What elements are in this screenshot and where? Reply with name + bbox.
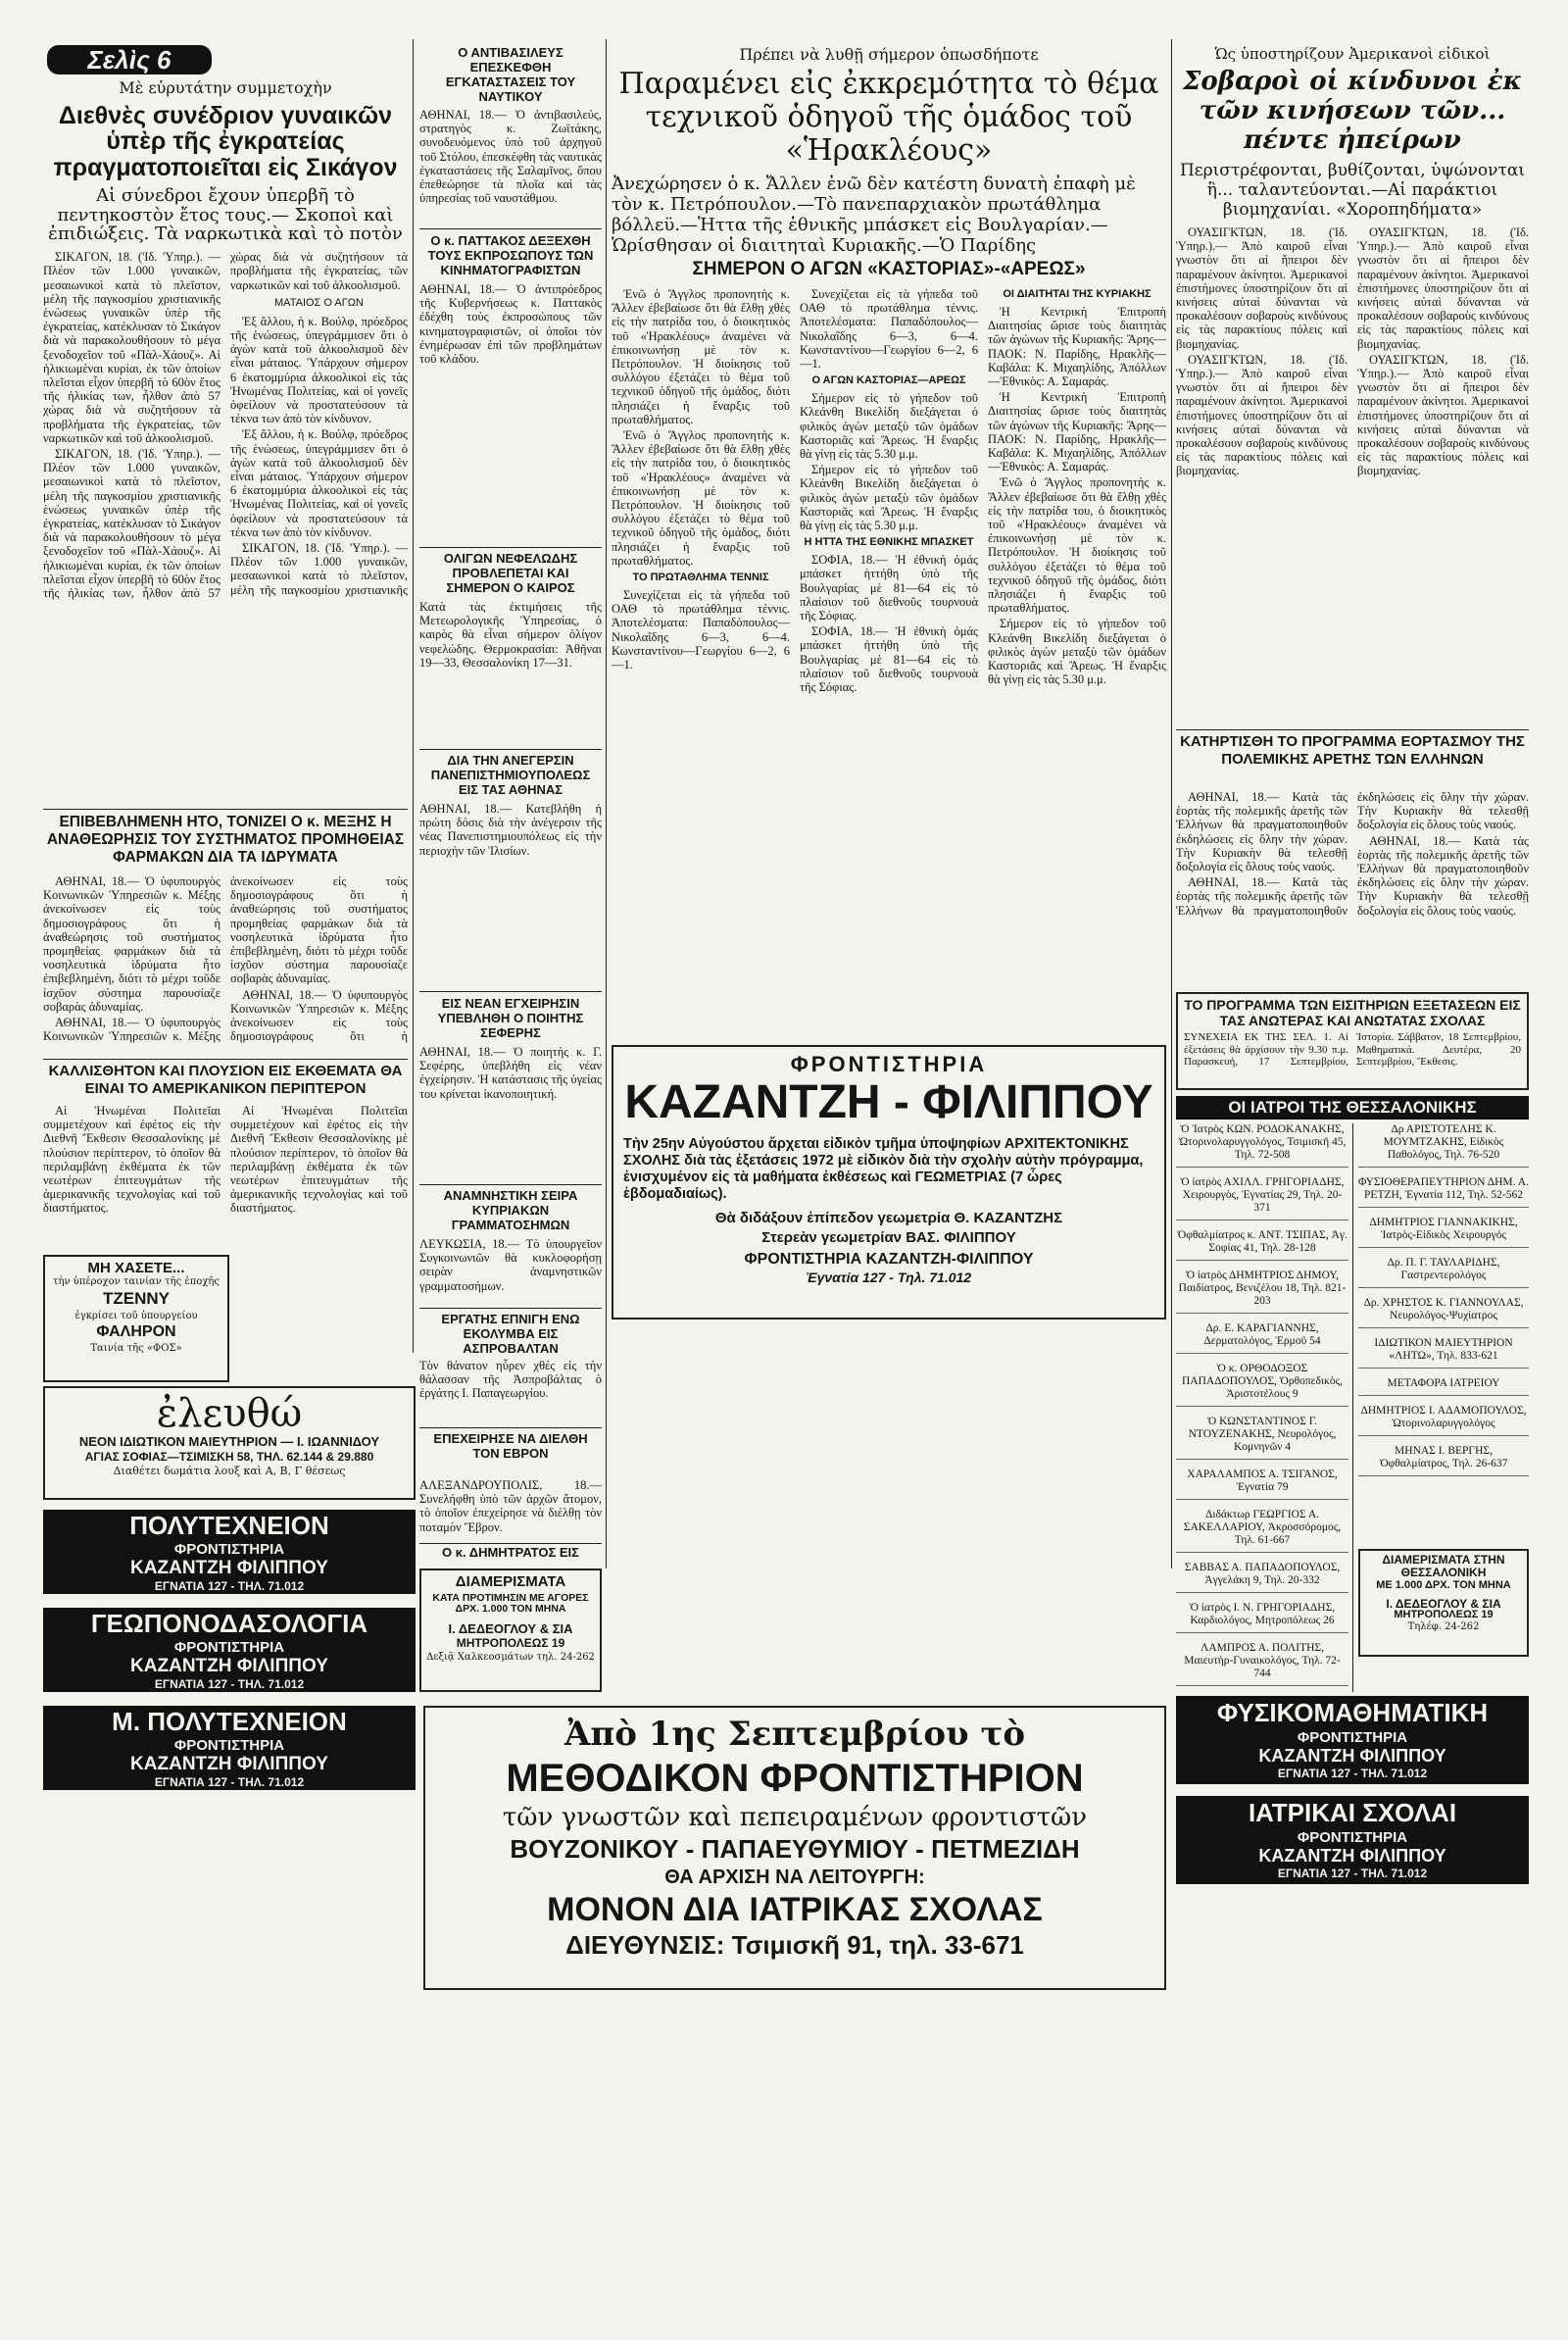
article-headline: ΕΠΕΧΕΙΡΗΣΕ ΝΑ ΔΙΕΛΘΗ ΤΟΝ ΕΒΡΟΝ xyxy=(433,1431,588,1461)
article-deck: Ἀνεχώρησεν ὁ κ. Ἄλλεν ἐνῶ δὲν κατέστη δυνατὴ ἐπαφὴ μὲ τὸν κ. Πετρόπουλον.—Τὸ πανεπαρχιακὸν πρωτάθλημα βόλλεϋ.—Ἡττα τῆς ἐθνικῆς μπάσκετ εἰς Βουλγαρίαν.— Ὡρίσθησαν οἱ διαιτηταὶ Κυριακῆς.—Ὁ Παρίδης xyxy=(612,174,1136,256)
divider xyxy=(419,547,602,548)
ad-line: ΕΓΝΑΤΙΑ 127 - ΤΗΛ. 71.012 xyxy=(154,1579,305,1593)
ad-line: ΜΟΝΟΝ ΔΙΑ ΙΑΤΡΙΚΑΣ ΣΧΟΛΑΣ xyxy=(547,1891,1043,1928)
paragraph: Ἐνῶ ὁ Ἄγγλος προπονητὴς κ. Ἄλλεν ἐβεβαίωσε ὅτι θὰ ἔλθῃ χθὲς εἰς τὴν πατρίδα του, ὁ διοικητικὸς τοῦ «Ἡρακλέους» ἀναμένει νὰ ἐπικοινωνήσῃ μὲ τὸν κ. Πετρόπουλον. Ἡ διοίκησις τοῦ συλλόγου ἐξετάζει τὸ θέμα τοῦ τεχνικοῦ ὁδηγοῦ τῆς ὁμάδος, διότι πλησιάζει ἡ ἔναρξις τοῦ πρωταθλήματος. xyxy=(988,475,1166,616)
article-kicker: Ὡς ὑποστηρίζουν Ἀμερικανοὶ εἰδικοὶ xyxy=(1214,45,1491,63)
ad-line: Ταινία τῆς «ΦΟΣ» xyxy=(90,1343,182,1355)
tutoring-ad-kazantzi xyxy=(612,1045,1166,1319)
doctor-listing: Ὀφθαλμίατρος κ. ΑΝΤ. ΤΣΙΠΑΣ, Ἁγ. Σοφίας 41, Τηλ. 28-128 xyxy=(1176,1229,1348,1261)
article-body xyxy=(43,1104,408,1255)
ad-title: ΓΕΩΠΟΝΟΔΑΣΟΛΟΓΙΑ xyxy=(90,1609,368,1638)
ad-line: ΚΑΖΑΝΤΖΗ ΦΙΛΙΠΠΟΥ xyxy=(130,1656,328,1676)
article-headline: Ο ΑΝΤΙΒΑΣΙΛΕΥΣ ΕΠΕΣΚΕΦΘΗ ΕΓΚΑΤΑΣΤΑΣΕΙΣ ΤΟΥ ΝΑΥΤΙΚΟΥ xyxy=(445,45,576,104)
paragraph: ΟΥΑΣΙΓΚΤΩΝ, 18. (Ἰδ. Ὑπηρ.).— Ἀπὸ καιροῦ εἶναι γνωστὸν ὅτι αἱ ἤπειροι δὲν παραμένουν ἀκίνητοι. Ἀμερικανοὶ ἐπιστήμονες ὑποστηρίζουν ὅτι αἱ κινήσεις αὐταὶ δύνανται νὰ προκαλέσουν σοβαροὺς κινδύνους εἰς τὰς παρακτίους πόλεις καὶ βιομηχανίας. xyxy=(1357,225,1529,351)
article-headline: ΕΡΓΑΤΗΣ ΕΠΝΙΓΗ ΕΝΩ ΕΚΟΛΥΜΒΑ ΕΙΣ ΑΣΠΡΟΒΑΛΤΑΝ xyxy=(441,1312,580,1356)
ad-line: ΦΡΟΝΤΙΣΤΗΡΙΑ ΚΑΖΑΝΤΖΗ-ΦΙΛΙΠΠΟΥ xyxy=(744,1250,1034,1268)
school-ad-agronomy xyxy=(43,1608,416,1692)
ad-line: Ἐγνατία 127 - Τηλ. 71.012 xyxy=(806,1270,972,1286)
paragraph: Σήμερον εἰς τὸ γήπεδον τοῦ Κλεάνθη Βικελίδη διεξάγεται ὁ φιλικὸς ἀγὼν μεταξὺ τῶν ὁμάδων Καστοριᾶς καὶ Ἄρεως. Ἡ ἔναρξις θὰ γίνῃ εἰς τὰς 5.30 μ.μ. xyxy=(988,617,1166,687)
ad-cinema: ΦΑΛΗΡΟΝ xyxy=(96,1322,176,1340)
paragraph: ΟΥΑΣΙΓΚΤΩΝ, 18. (Ἰδ. Ὑπηρ.).— Ἀπὸ καιροῦ εἶναι γνωστὸν ὅτι αἱ ἤπειροι δὲν παραμένουν ἀκίνητοι. Ἀμερικανοὶ ἐπιστήμονες ὑποστηρίζουν ὅτι αἱ κινήσεις αὐταὶ δύνανται νὰ προκαλέσουν σοβαροὺς κινδύνους εἰς τὰς παρακτίους πόλεις καὶ βιομηχανίας. xyxy=(1176,225,1348,351)
ad-title: ΚΑΖΑΝΤΖΗ - ΦΙΛΙΠΠΟΥ xyxy=(624,1076,1153,1129)
doctor-listing: ΔΗΜΗΤΡΙΟΣ Ι. ΑΔΑΜΟΠΟΥΛΟΣ, Ὠτορινολαρυγγολόγος xyxy=(1358,1405,1529,1436)
doctor-listing: Διδάκτωρ ΓΕΩΡΓΙΟΣ Α. ΣΑΚΕΛΛΑΡΙΟΥ, Ἀκροσσόρομος, Τηλ. 61-667 xyxy=(1176,1509,1348,1553)
ad-line: ΕΓΝΑΤΙΑ 127 - ΤΗΛ. 71.012 xyxy=(154,1775,305,1789)
clinic-logo: ἐλευθώ xyxy=(156,1391,303,1436)
paragraph: Ἐξ ἄλλου, ἡ κ. Βούλφ, πρόεδρος τῆς ἑνώσεως, ὑπεγράμμισεν ὅτι ὁ ἀγὼν κατὰ τοῦ ἀλκοολισμοῦ δὲν εἶναι μάταιος. Ὑπάρχουν σήμερον 6 ἑκατομμύρια ἀλκοολικοὶ εἰς τὰς Ἡνωμένας Πολιτείας, καὶ οἱ γονεῖς ὀφείλουν νὰ προστατεύσουν τὰ τέκνα των ἀπὸ τὸν κίνδυνον. xyxy=(230,314,408,426)
doctor-listing: Ὁ κ. ΟΡΘΟΔΟΞΟΣ ΠΑΠΑΔΟΠΟΥΛΟΣ, Ὀρθοπεδικὸς, Ἀριστοτέλους 9 xyxy=(1176,1363,1348,1407)
paragraph: ΑΘΗΝΑΙ, 18.— Ὁ ὑφυπουργὸς Κοινωνικῶν Ὑπηρεσιῶν κ. Μέξης ἀνεκοίνωσεν εἰς τοὺς δημοσιογράφους ὅτι ἡ ἀναθεώρησις τοῦ συστήματος προμηθείας φαρμάκων διὰ τὰ νοσηλευτικὰ ἱδρύματα ἦτο ἐπιβεβλημένη, διότι τὸ μέχρι τοῦδε ἰσχῦον σύστημα παρουσίαζε σοβαρὰς ἀδυναμίας. xyxy=(43,874,408,1044)
ad-line: ΦΡΟΝΤΙΣΤΗΡΙΑ xyxy=(1297,1729,1408,1746)
ad-body: Τὴν 25ην Αὐγούστου ἄρχεται εἰδικὸν τμῆμα ὑποψηφίων ΑΡΧΙΤΕΚΤΟΝΙΚΗΣ ΣΧΟΛΗΣ διὰ τὰς ἐξετάσεις 1972 μὲ εἰδικὸν διὰ τὴν σχολὴν αὐτὴν πρόγραμμα, ἐνισχυμένον εἰς τὰ μαθήματα ἐκθέσεως καὶ ΓΕΩΜΕΤΡΙΑΣ (7 ὧρες ἑβδομαδιαίως). xyxy=(623,1136,1144,1203)
column-rule xyxy=(1171,39,1172,1568)
ad-line: τὴν ὑπέροχον ταινίαν τῆς ἐποχῆς xyxy=(53,1275,220,1287)
ad-header: ΦΡΟΝΤΙΣΤΗΡΙΑ xyxy=(790,1052,988,1076)
doctor-listing: Δρ. Π. Γ. ΤΑΥΛΑΡΙΔΗΣ, Γαστρεντερολόγος xyxy=(1358,1257,1529,1288)
doctor-listing: ΜΕΤΑΦΟΡΑ ΙΑΤΡΕΙΟΥ xyxy=(1358,1377,1529,1396)
apartments-ad xyxy=(419,1568,602,1692)
paragraph: Αἱ Ἡνωμέναι Πολιτεῖαι συμμετέχουν καὶ ἐφέτος εἰς τὴν Διεθνῆ Ἔκθεσιν Θεσσαλονίκης μὲ πλούσιον περίπτερον, τὸ ὁποῖον θὰ περιλαμβάνῃ ἐκθέματα ἐκ τῶν νεωτέρων ἐπιτευγμάτων τῆς ἀμερικανικῆς τεχνολογίας καὶ τοῦ διαστήματος. xyxy=(230,1104,408,1216)
doctors-list-right xyxy=(1358,1123,1529,1545)
ad-names: ΒΟΥΖΟΝΙΚΟΥ - ΠΑΠΑΕΥΘΥΜΙΟΥ - ΠΕΤΜΕΖΙΔΗ xyxy=(510,1834,1080,1864)
article-body xyxy=(1176,225,1529,598)
article-banner: ΣΗΜΕΡΟΝ Ο ΑΓΩΝ «ΚΑΣΤΟΡΙΑΣ»-«ΑΡΕΩΣ» xyxy=(692,259,1086,279)
ad-name: Ι. ΔΕΔΕΟΓΛΟΥ & ΣΙΑ xyxy=(1386,1596,1501,1611)
doctor-listing: ΦΥΣΙΟΘΕΡΑΠΕΥΤΗΡΙΟΝ ΔΗΜ. Α. ΡΕΤΖΗ, Ἐγνατία 112, Τηλ. 52-562 xyxy=(1358,1176,1529,1208)
ad-title: ΠΟΛΥΤΕΧΝΕΙΟΝ xyxy=(129,1511,329,1540)
paragraph: Σήμερον εἰς τὸ γήπεδον τοῦ Κλεάνθη Βικελίδη διεξάγεται ὁ φιλικὸς ἀγὼν μεταξὺ τῶν ὁμάδων Καστοριᾶς καὶ Ἄρεως. Ἡ ἔναρξις θὰ γίνῃ εἰς τὰς 5.30 μ.μ. xyxy=(800,463,978,532)
school-ad-mpolytechnic xyxy=(43,1706,416,1790)
paragraph: ΟΥΑΣΙΓΚΤΩΝ, 18. (Ἰδ. Ὑπηρ.).— Ἀπὸ καιροῦ εἶναι γνωστὸν ὅτι αἱ ἤπειροι δὲν παραμένουν ἀκίνητοι. Ἀμερικανοὶ ἐπιστήμονες ὑποστηρίζουν ὅτι αἱ κινήσεις αὐταὶ δύνανται νὰ προκαλέσουν σοβαροὺς κινδύνους εἰς τὰς παρακτίους πόλεις καὶ βιομηχανίας. xyxy=(1357,352,1529,478)
ad-line: ΕΓΝΑΤΙΑ 127 - ΤΗΛ. 71.012 xyxy=(1277,1867,1428,1880)
article-deck: Αἱ σύνεδροι ἔχουν ὑπερβῆ τὸ πεντηκοστὸν ἔτος τους.— Σκοποὶ καὶ ἐπιδιώξεις. Τὰ ναρκωτικὰ καὶ τὸ ποτὸν xyxy=(48,184,403,245)
paragraph: Ἐνῶ ὁ Ἄγγλος προπονητὴς κ. Ἄλλεν ἐβεβαίωσε ὅτι θὰ ἔλθῃ χθὲς εἰς τὴν πατρίδα του, ὁ διοικητικὸς τοῦ «Ἡρακλέους» ἀναμένει νὰ ἐπικοινωνήσῃ μὲ τὸν κ. Πετρόπουλον. Ἡ διοίκησις τοῦ συλλόγου ἐξετάζει τὸ θέμα τοῦ τεχνικοῦ ὁδηγοῦ τῆς ὁμάδος, διότι πλησιάζει ἡ ἔναρξις τοῦ πρωταθλήματος. xyxy=(612,286,790,426)
ad-line: Διαθέτει δωμάτια λουξ καὶ Α, Β, Γ θέσεως xyxy=(113,1465,346,1478)
right-column xyxy=(1176,45,1529,986)
doctor-listing: ΣΑΒΒΑΣ Α. ΠΑΠΑΔΟΠΟΥΛΟΣ, Ἀγγελάκη 9, Τηλ. 20-332 xyxy=(1176,1562,1348,1593)
apartments-ad-thessaloniki xyxy=(1358,1549,1529,1657)
ad-name: Ι. ΔΕΔΕΟΓΛΟΥ & ΣΙΑ xyxy=(448,1620,573,1636)
column-rule xyxy=(1352,1123,1353,1692)
paragraph: Ἡ Κεντρικὴ Ἐπιτροπὴ Διαιτησίας ὥρισε τοὺς διαιτητὰς τῶν ἀγώνων τῆς Κυριακῆς: Ἄρης—ΠΑΟΚ: Ν. Παρίδης, Ηρακλῆς—Καβάλα: Κ. Μιχαηλίδης, Ἀπόλλων—Ἐθνικὸς: Α. Σαμαράς. xyxy=(988,304,1166,388)
divider xyxy=(419,1543,602,1544)
ad-line: ΑΓΙΑΣ ΣΟΦΙΑΣ—ΤΣΙΜΙΣΚΗ 58, ΤΗΛ. 62.144 & 29.880 xyxy=(84,1449,374,1464)
article-body: ΑΛΕΞΑΝΔΡΟΥΠΟΛΙΣ, 18.— Συνελήφθη ὑπὸ τῶν ἀρχῶν ἄτομον, τὸ ὁποῖον ἐπεχείρησε νὰ διέλθῃ τὸν ποταμὸν Ἕβρον. xyxy=(419,1478,602,1534)
paragraph: Ἡ Κεντρικὴ Ἐπιτροπὴ Διαιτησίας ὥρισε τοὺς διαιτητὰς τῶν ἀγώνων τῆς Κυριακῆς: Ἄρης—ΠΑΟΚ: Ν. Παρίδης, Ηρακλῆς—Καβάλα: Κ. Μιχαηλίδης, Ἀπόλλων—Ἐθνικὸς: Α. Σαμαράς. xyxy=(988,390,1166,474)
paragraph: ΣΟΦΙΑ, 18.— Ἡ ἐθνικὴ ὁμάς μπάσκετ ἡττήθη ὑπὸ τῆς Βουλγαρίας μὲ 81—64 εἰς τὸ πλαίσιον τοῦ διεθνοῦς τουρνουὰ τῆς Σόφιας. xyxy=(800,553,978,622)
article-body xyxy=(612,287,1166,973)
doctor-listing: Ὁ ΚΩΝΣΤΑΝΤΙΝΟΣ Γ. ΝΤΟΥΖΕΝΑΚΗΣ, Νευρολόγος, Κομνηνῶν 4 xyxy=(1176,1416,1348,1460)
divider xyxy=(43,1059,408,1060)
article-body xyxy=(1176,790,1529,986)
ad-line: ΚΑΖΑΝΤΖΗ ΦΙΛΙΠΠΟΥ xyxy=(130,1558,328,1578)
ad-line: ΦΡΟΝΤΙΣΤΗΡΙΑ xyxy=(173,1639,285,1656)
divider xyxy=(419,991,602,992)
ad-line: ΔΙΕΥΘΥΝΣΙΣ: Τσιμισκῆ 91, τηλ. 33-671 xyxy=(565,1930,1024,1960)
article-body: ΑΘΗΝΑΙ, 18.— Ὁ ποιητὴς κ. Γ. Σεφέρης, ὑπεβλήθη εἰς νέαν ἐγχείρησιν. Ἡ κατάστασις τῆς ὑγείας του κρίνεται ἱκανοποιητική. xyxy=(419,1045,602,1101)
paragraph: Σήμερον εἰς τὸ γήπεδον τοῦ Κλεάνθη Βικελίδη διεξάγεται ὁ φιλικὸς ἀγὼν μεταξὺ τῶν ὁμάδων Καστοριᾶς καὶ Ἄρεως. Ἡ ἔναρξις θὰ γίνῃ εἰς τὰς 5.30 μ.μ. xyxy=(800,391,978,461)
doctor-listing: ΔΗΜΗΤΡΙΟΣ ΓΙΑΝΝΑΚΙΚΗΣ, Ἰατρὸς-Εἰδικὸς Χειρουργός xyxy=(1358,1217,1529,1248)
school-ad-physics-math xyxy=(1176,1696,1529,1784)
article-headline: ΑΝΑΜΝΗΣΤΙΚΗ ΣΕΙΡΑ ΚΥΠΡΙΑΚΩΝ ΓΡΑΜΜΑΤΟΣΗΜΩΝ xyxy=(443,1188,578,1232)
article-body: Τὸν θάνατον ηὗρεν χθές εἰς τὴν θάλασσαν τῆς Ἀσπροβάλτας ὁ ἐργάτης Ι. Παπαγεωργίου. xyxy=(419,1359,602,1401)
paragraph: Ἐνῶ ὁ Ἄγγλος προπονητὴς κ. Ἄλλεν ἐβεβαίωσε ὅτι θὰ ἔλθῃ χθὲς εἰς τὴν πατρίδα του, ὁ διοικητικὸς τοῦ «Ἡρακλέους» ἀναμένει νὰ ἐπικοινωνήσῃ μὲ τὸν κ. Πετρόπουλον. Ἡ διοίκησις τοῦ συλλόγου ἐξετάζει τὸ θέμα τοῦ τεχνικοῦ ὁδηγοῦ τῆς ὁμάδος, διότι πλησιάζει ἡ ἔναρξις τοῦ πρωταθλήματος. xyxy=(612,427,790,568)
ad-line: ΚΑΖΑΝΤΖΗ ΦΙΛΙΠΠΟΥ xyxy=(130,1754,328,1774)
divider xyxy=(419,1308,602,1309)
article-headline: ΕΠΙΒΕΒΛΗΜΕΝΗ ΗΤΟ, ΤΟΝΙΖΕΙ Ο κ. ΜΕΞΗΣ Η ΑΝΑΘΕΩΡΗΣΙΣ ΤΟΥ ΣΥΣΤΗΜΑΤΟΣ ΠΡΟΜΗΘΕΙΑΣ ΦΑΡΜΑΚΩΝ ΔΙΑ ΤΑ ΙΔΡΥΜΑΤΑ xyxy=(46,814,405,866)
school-ad-medical xyxy=(1176,1796,1529,1884)
divider xyxy=(43,809,408,810)
ad-addr: ΜΗΤΡΟΠΟΛΕΩΣ 19 xyxy=(1394,1609,1494,1621)
article-kicker: Πρέπει νὰ λυθῇ σήμερον ὁπωσδήποτε xyxy=(739,45,1039,64)
ad-line: ΦΡΟΝΤΙΣΤΗΡΙΑ xyxy=(1297,1829,1408,1846)
paragraph: ΑΘΗΝΑΙ, 18.— Κατὰ τὰς ἑορτὰς τῆς πολεμικῆς ἀρετῆς τῶν Ἑλλήνων θὰ πραγματοποιηθοῦν ἐκδηλώσεις εἰς ὅλην τὴν χώραν. Τὴν Κυριακὴν θὰ τελεσθῇ δοξολογία εἰς ὅλους τοὺς ναούς. xyxy=(1357,833,1529,918)
article-headline: ΚΑΛΛΙΣΘΗΤΟΝ ΚΑΙ ΠΛΟΥΣΙΟΝ ΕΙΣ ΕΚΘΕΜΑΤΑ ΘΑ ΕΙΝΑΙ ΤΟ ΑΜΕΡΙΚΑΝΙΚΟΝ ΠΕΡΙΠΤΕΡΟΝ xyxy=(48,1063,403,1097)
maternity-clinic-ad xyxy=(43,1386,416,1500)
article-headline: ΚΑΤΗΡΤΙΣΘΗ ΤΟ ΠΡΟΓΡΑΜΜΑ ΕΟΡΤΑΣΜΟΥ ΤΗΣ ΠΟΛΕΜΙΚΗΣ ΑΡΕΤΗΣ ΤΩΝ ΕΛΛΗΝΩΝ xyxy=(1180,733,1525,768)
paragraph: Αἱ Ἡνωμέναι Πολιτεῖαι συμμετέχουν καὶ ἐφέτος εἰς τὴν Διεθνῆ Ἔκθεσιν Θεσσαλονίκης μὲ πλούσιον περίπτερον, τὸ ὁποῖον θὰ περιλαμβάνῃ ἐκθέματα ἐκ τῶν νεωτέρων ἐπιτευγμάτων τῆς ἀμερικανικῆς τεχνολογίας καὶ τοῦ διαστήματος. xyxy=(43,1104,220,1216)
ad-title: ΔΙΑΜΕΡΙΣΜΑΤΑ xyxy=(455,1573,566,1590)
exams-box xyxy=(1176,992,1529,1090)
column-1 xyxy=(43,78,408,1451)
ad-addr: ΜΗΤΡΟΠΟΛΕΩΣ 19 xyxy=(456,1636,565,1651)
paragraph: Συνεχίζεται εἰς τὰ γήπεδα τοῦ ΟΑΘ τὸ πρωτάθλημα τέννις. Ἀποτελέσματα: Παπαδόπουλος—Νικολαΐδης 6—3, 6—4. Κωνσταντίνου—Γεωργίου 6—2, 6—1. xyxy=(800,286,978,371)
doctor-listing: Δρ ΑΡΙΣΤΟΤΕΛΗΣ Κ. ΜΟΥΜΤΖΑΚΗΣ, Εἰδικὸς Παθολόγος, Τηλ. 76-520 xyxy=(1358,1123,1529,1168)
article-subhead: ΜΑΤΑΙΟΣ Ο ΑΓΩΝ xyxy=(274,296,364,309)
ad-line: ΦΡΟΝΤΙΣΤΗΡΙΑ xyxy=(173,1737,285,1754)
paragraph: ΑΘΗΝΑΙ, 18.— Ὁ ὑφυπουργὸς Κοινωνικῶν Ὑπηρεσιῶν κ. Μέξης ἀνεκοίνωσεν εἰς τοὺς δημοσιογράφους ὅτι ἡ xyxy=(230,987,408,1044)
article-headline: Παραμένει εἰς ἐκκρεμότητα τὸ θέμα τεχνικοῦ ὁδηγοῦ τῆς ὁμάδος τοῦ «Ἡρακλέους» xyxy=(618,67,1159,168)
ad-line: ΕΓΝΑΤΙΑ 127 - ΤΗΛ. 71.012 xyxy=(154,1677,305,1691)
article-body: ΑΘΗΝΑΙ, 18.— Ὁ ἀντιπρόεδρος τῆς Κυβερνήσεως κ. Παττακὸς ἐδέχθη τοὺς ἐκπροσώπους τῶν κινηματογραφιστῶν, οἱ ὁποῖοι τὸν ἐνημέρωσαν ἐπὶ τῶν προβλημάτων τοῦ κλάδου. xyxy=(419,282,602,367)
article-body: ΑΘΗΝΑΙ, 18.— Ὁ ἀντιβασιλεύς, στρατηγὸς κ. Ζωϊτάκης, συνοδευόμενος ὑπὸ τοῦ ἀρχηγοῦ τοῦ Στόλου, ἐπεσκέφθη τὰς ναυτικὰς ἐγκαταστάσεις τῆς Σαλαμῖνος, ὅπου ἐπεθεώρησε τὰ πλοῖα καὶ τὰς ὑπηρεσίας τοῦ ναυστάθμου. xyxy=(419,108,602,206)
ad-tel: Τηλέφ. 24-262 xyxy=(1407,1620,1480,1632)
article-headline: Διεθνὲς συνέδριον γυναικῶν ὑπὲρ τῆς ἐγκρατείας πραγματοποιεῖται εἰς Σικάγον xyxy=(53,102,398,181)
ad-title: Μ. ΠΟΛΥΤΕΧΝΕΙΟΝ xyxy=(112,1707,347,1736)
article-subhead: ΟΙ ΔΙΑΙΤΗΤΑΙ ΤΗΣ ΚΥΡΙΑΚΗΣ xyxy=(1003,287,1152,300)
paragraph: ΣΙΚΑΓΟΝ, 18. ('Ιδ. 'Υπηρ.). — Πλέον τῶν 1.000 γυναικῶν, μεσαιωνικοὶ κατὰ τὸ πλεῖστον, μέλη τῆς παγκοσμίου χριστιανικῆς ἑνώσεως γυναικῶν ὑπὲρ τῆς ἐγκρατείας, κατέκλυσαν τὸ Σικάγον διὰ νὰ παρακολουθήσουν τὸ μέγα ξενοδοχεῖον τοῦ «Πὰλ-Χάουζ». Αἱ ἡλικιωμέναι κυρίαι, ἐκ τῶν ὁποίων πλεῖσται εἶχον ὑπερβῆ τὸ 60ὸν ἔτος τῆς ἡλικίας των, ἦλθον ἀπὸ 57 χώρας διὰ νὰ συζητήσουν τὰ προβλήματα τῆς ἐγκρατείας, τῶν ναρκωτικῶν καὶ τοῦ ἀλκοολισμοῦ. xyxy=(43,250,220,445)
paragraph: ΑΘΗΝΑΙ, 18.— Κατὰ τὰς ἑορτὰς τῆς πολεμικῆς ἀρετῆς τῶν Ἑλλήνων θὰ πραγματοποιηθοῦν ἐκδηλώσεις εἰς ὅλην τὴν χώραν. Τὴν Κυριακὴν θὰ τελεσθῇ δοξολογία εἰς ὅλους τοὺς ναούς. xyxy=(1176,790,1348,874)
article-body xyxy=(43,874,408,1057)
ad-line: ΚΑΖΑΝΤΖΗ ΦΙΛΙΠΠΟΥ xyxy=(1258,1746,1446,1766)
page-label xyxy=(47,45,212,75)
ad-line: ΘΑ ΑΡΧΙΣΗ ΝΑ ΛΕΙΤΟΥΡΓΗ: xyxy=(664,1867,925,1888)
divider xyxy=(1176,729,1529,730)
article-kicker: Μὲ εὐρυτάτην συμμετοχὴν xyxy=(119,78,332,97)
article-headline: ΤΟ ΠΡΟΓΡΑΜΜΑ ΤΩΝ ΕΙΣΙΤΗΡΙΩΝ ΕΞΕΤΑΣΕΩΝ ΕΙΣ ΤΑΣ ΑΝΩΤΕΡΑΣ ΚΑΙ ΑΝΩΤΑΤΑΣ ΣΧΟΛΑΣ xyxy=(1184,997,1521,1028)
column-rule xyxy=(413,39,414,1353)
paragraph: ΑΘΗΝΑΙ, 18.— Κατὰ τὰς ἑορτὰς τῆς πολεμικῆς ἀρετῆς τῶν Ἑλλήνων θὰ πραγματοποιηθοῦν ἐκδηλώσεις εἰς ὅλην τὴν χώραν. Τὴν Κυριακὴν θὰ τελεσθῇ δοξολογία εἰς ὅλους τοὺς ναούς. xyxy=(1176,790,1529,918)
article-body: ΛΕΥΚΩΣΙΑ, 18.— Τὸ ὑπουργεῖον Συγκοινωνιῶν θὰ κυκλοφορήσῃ σειρὰν ἀναμνηστικῶν γραμματοσήμων. xyxy=(419,1237,602,1293)
paragraph: ΣΟΦΙΑ, 18.— Ἡ ἐθνικὴ ὁμάς μπάσκετ ἡττήθη ὑπὸ τῆς Βουλγαρίας μὲ 81—64 εἰς τὸ πλαίσιον τοῦ διεθνοῦς τουρνουὰ τῆς Σόφιας. xyxy=(800,624,978,695)
article-subhead: ΤΟ ΠΡΩΤΑΘΛΗΜΑ ΤΕΝΝΙΣ xyxy=(632,572,769,583)
doctor-listing: ΙΔΙΩΤΙΚΟΝ ΜΑΙΕΥΤΗΡΙΟΝ «ΛΗΤΩ», Τηλ. 833-621 xyxy=(1358,1337,1529,1369)
ad-name: ΤΖΕΝΝΥ xyxy=(103,1288,170,1308)
directory-title: ΟΙ ΙΑΤΡΟΙ ΤΗΣ ΘΕΣΣΑΛΟΝΙΚΗΣ xyxy=(1176,1096,1529,1120)
tutoring-ad-methodikon xyxy=(423,1706,1166,1990)
column-rule xyxy=(606,39,607,1568)
ad-line: Θὰ διδάξουν ἐπίπεδον γεωμετρία Θ. ΚΑΖΑΝΤΖΗΣ xyxy=(714,1210,1063,1227)
ad-line: ΕΓΝΑΤΙΑ 127 - ΤΗΛ. 71.012 xyxy=(1277,1767,1428,1780)
article-body xyxy=(43,250,408,603)
paragraph: ΑΘΗΝΑΙ, 18.— Ὁ ὑφυπουργὸς Κοινωνικῶν Ὑπηρεσιῶν κ. Μέξης ἀνεκοίνωσεν εἰς τοὺς δημοσιογράφους ὅτι ἡ ἀναθεώρησις τοῦ συστήματος προμηθείας φαρμάκων διὰ τὰ νοσηλευτικὰ ἱδρύματα ἦτο ἐπιβεβλημένη, διότι τὸ μέχρι τοῦδε ἰσχῦον σύστημα παρουσίαζε σοβαρὰς ἀδυναμίας. xyxy=(43,874,220,1014)
paragraph: Συνεχίζεται εἰς τὰ γήπεδα τοῦ ΟΑΘ τὸ πρωτάθλημα τέννις. Ἀποτελέσματα: Παπαδόπουλος—Νικολαΐδης 6—3, 6—4. Κωνσταντίνου—Γεωργίου 6—2, 6—1. xyxy=(612,588,790,672)
ad-line: τῶν γνωστῶν καὶ πεπειραμένων φροντιστῶν xyxy=(502,1803,1088,1832)
ad-line: ΦΡΟΝΤΙΣΤΗΡΙΑ xyxy=(173,1541,285,1558)
article-headline: ΟΛΙΓΩΝ ΝΕΦΕΛΩΔΗΣ ΠΡΟΒΛΕΠΕΤΑΙ ΚΑΙ ΣΗΜΕΡΟΝ Ο ΚΑΙΡΟΣ xyxy=(443,551,578,595)
article-headline: ΔΙΑ ΤΗΝ ΑΝΕΓΕΡΣΙΝ ΠΑΝΕΠΙΣΤΗΜΙΟΥΠΟΛΕΩΣ ΕΙΣ ΤΑΣ ΑΘΗΝΑΣ xyxy=(430,753,591,797)
ad-line: ΝΕΟΝ ΙΔΙΩΤΙΚΟΝ ΜΑΙΕΥΤΗΡΙΟΝ — Ι. ΙΩΑΝΝΙΔΟΥ xyxy=(78,1434,380,1449)
article-headline: Σοβαροὶ οἱ κίνδυνοι ἐκ τῶν κινήσεων τῶν... πέντε ἠπείρων xyxy=(1182,67,1523,155)
article-headline: Ο κ. ΔΗΜΗΤΡΑΤΟΣ ΕΙΣ xyxy=(442,1545,579,1559)
divider xyxy=(419,1427,602,1428)
doctor-listing: Ὁ Ἰατρὸς ΚΩΝ. ΡΟΔΟΚΑΝΑΚΗΣ, Ὠτορινολαρυγγολόγος, Τσιμισκῆ 45, Τηλ. 72-508 xyxy=(1176,1123,1348,1168)
ad-line: ἐγκρίσει τοῦ ὑπουργείου xyxy=(74,1310,198,1321)
doctor-listing: ΧΑΡΑΛΑΜΠΟΣ Α. ΤΣΙΓΑΝΟΣ, Ἐγνατία 79 xyxy=(1176,1469,1348,1500)
divider xyxy=(419,1184,602,1185)
column-2 xyxy=(419,45,602,1559)
article-body: ΑΘΗΝΑΙ, 18.— Κατεβλήθη ἡ πρώτη δόσις διὰ τὴν ἀνέγερσιν τῆς νέας Πανεπιστημιουπόλεως εἰς τὴν περιοχὴν τῶν Ἰλισίων. xyxy=(419,802,602,858)
doctor-listing: ΛΑΜΠΡΟΣ Α. ΠΟΛΙΤΗΣ, Μαιευτὴρ-Γυναικολόγος, Τηλ. 72-744 xyxy=(1176,1642,1348,1686)
ad-line: ΚΑΖΑΝΤΖΗ ΦΙΛΙΠΠΟΥ xyxy=(1258,1846,1446,1866)
ad-line: Στερεὰν γεωμετρίαν ΒΑΣ. ΦΙΛΙΠΠΟΥ xyxy=(761,1228,1016,1246)
paragraph: ΣΙΚΑΓΟΝ, 18. ('Ιδ. 'Υπηρ.). — Πλέον τῶν 1.000 γυναικῶν, μεσαιωνικοὶ κατὰ τὸ πλεῖστον, μέλη τῆς παγκοσμίου χριστιανικῆς xyxy=(230,541,408,597)
ad-tel: Δεξιᾷ Χαλκεοσμάτων τηλ. 24-262 xyxy=(426,1652,595,1664)
movie-ad xyxy=(43,1255,229,1382)
divider xyxy=(419,749,602,750)
ad-line: ΚΑΤΑ ΠΡΟΤΙΜΗΣΙΝ ΜΕ ΑΓΟΡΕΣ ΔΡΧ. 1.000 ΤΟΝ ΜΗΝΑ xyxy=(432,1591,589,1615)
doctor-listing: Δρ. Ε. ΚΑΡΑΓΙΑΝΝΗΣ, Δερματολόγος, Ἐρμοῦ 54 xyxy=(1176,1322,1348,1354)
center-column xyxy=(612,45,1166,1035)
paragraph: Ἐξ ἄλλου, ἡ κ. Βούλφ, πρόεδρος τῆς ἑνώσεως, ὑπεγράμμισεν ὅτι ὁ ἀγὼν κατὰ τοῦ ἀλκοολισμοῦ δὲν εἶναι μάταιος. Ὑπάρχουν σήμερον 6 ἑκατομμύρια ἀλκοολικοὶ εἰς τὰς Ἡνωμένας Πολιτείας, καὶ οἱ γονεῖς ὀφείλουν νὰ προστατεύσουν τὰ τέκνα των ἀπὸ τὸν κίνδυνον. xyxy=(230,427,408,539)
article-deck: Περιστρέφονται, βυθίζονται, ὑψώνονται ἢ... ταλαντεύονται.—Αἱ παράκτιοι βιομηχανίαι. «Χοροπηδήματα» xyxy=(1179,161,1526,220)
doctor-listing: Ὁ ἰατρὸς ΔΗΜΗΤΡΙΟΣ ΔΗΜΟΥ, Παιδίατρος, Βενιζέλου 18, Τηλ. 821-203 xyxy=(1176,1270,1348,1314)
doctor-listing: Ὁ ἰατρὸς ΑΧΙΛΛ. ΓΡΗΓΟΡΙΑΔΗΣ, Χειρουργὸς, Ἐγνατίας 29, Τηλ. 20-371 xyxy=(1176,1176,1348,1220)
article-headline: Ο κ. ΠΑΤΤΑΚΟΣ ΔΕΞΕΧΘΗ ΤΟΥΣ ΕΚΠΡΟΣΩΠΟΥΣ ΤΩΝ ΚΙΝΗΜΑΤΟΓΡΑΦΙΣΤΩΝ xyxy=(427,233,594,277)
ad-title: ΦΥΣΙΚΟΜΑΘΗΜΑΤΙΚΗ xyxy=(1216,1698,1489,1727)
school-ad-polytechnic xyxy=(43,1510,416,1594)
article-body: Κατὰ τὰς ἐκτιμήσεις τῆς Μετεωρολογικῆς Ὑπηρεσίας, ὁ καιρὸς θὰ εἶναι σήμερον ὀλίγον νεφελώδης. Θερμοκρασίαι: Ἀθῆναι 19—33, Θεσσαλονίκη 17—31. xyxy=(419,600,602,670)
ad-title: ΜΕΘΟΔΙΚΟΝ ΦΡΟΝΤΙΣΤΗΡΙΟΝ xyxy=(506,1757,1084,1800)
ad-title: ΙΑΤΡΙΚΑΙ ΣΧΟΛΑΙ xyxy=(1248,1798,1457,1827)
paragraph: ΟΥΑΣΙΓΚΤΩΝ, 18. (Ἰδ. Ὑπηρ.).— Ἀπὸ καιροῦ εἶναι γνωστὸν ὅτι αἱ ἤπειροι δὲν παραμένουν ἀκίνητοι. Ἀμερικανοὶ ἐπιστήμονες ὑποστηρίζουν ὅτι αἱ κινήσεις αὐταὶ δύνανται νὰ προκαλέσουν σοβαροὺς κινδύνους εἰς τὰς παρακτίους πόλεις καὶ βιομηχανίας. xyxy=(1176,352,1348,478)
paragraph: ΣΙΚΑΓΟΝ, 18. ('Ιδ. 'Υπηρ.). — Πλέον τῶν 1.000 γυναικῶν, μεσαιωνικοὶ κατὰ τὸ πλεῖστον, μέλη τῆς παγκοσμίου χριστιανικῆς ἑνώσεως γυναικῶν ὑπὲρ τῆς ἐγκρατείας, κατέκλυσαν τὸ Σικάγον διὰ νὰ παρακολουθήσουν τὸ μέγα ξενοδοχεῖον τοῦ «Πὰλ-Χάουζ». Αἱ ἡλικιωμέναι κυρίαι, ἐκ τῶν ὁποίων πλεῖσται εἶχον ὑπερβῆ τὸ 60ὸν ἔτος τῆς ἡλικίας των, ἦλθον ἀπὸ 57 χώρας διὰ νὰ συζητήσουν τὰ προβλήματα τῆς ἐγκρατείας, τῶν ναρκωτικῶν καὶ τοῦ ἀλκοολισμοῦ. xyxy=(43,250,408,601)
doctor-listing: Ὁ ἰατρὸς Ι. Ν. ΓΡΗΓΟΡΙΑΔΗΣ, Καρδιολόγος, Μητροπόλεως 26 xyxy=(1176,1602,1348,1633)
article-subhead: Η ΗΤΤΑ ΤΗΣ ΕΘΝΙΚΗΣ ΜΠΑΣΚΕΤ xyxy=(804,536,974,549)
page-label-text: Σελὶς 6 xyxy=(87,45,172,75)
ad-line: Ἀπὸ 1ης Σεπτεμβρίου τὸ xyxy=(564,1715,1026,1754)
article-headline: ΕΙΣ ΝΕΑΝ ΕΓΧΕΙΡΗΣΙΝ ΥΠΕΒΛΗΘΗ Ο ΠΟΙΗΤΗΣ ΣΕΦΕΡΗΣ xyxy=(437,996,584,1040)
doctor-listing: ΜΗΝΑΣ Ι. ΒΕΡΓΗΣ, Ὀφθαλμίατρος, Τηλ. 26-637 xyxy=(1358,1445,1529,1476)
divider xyxy=(419,228,602,229)
article-body: ΣΥΝΕΧΕΙΑ ΕΚ ΤΗΣ ΣΕΛ. 1. Αἱ ἐξετάσεις θὰ ἀρχίσουν τὴν 9.30 π.μ. Παρασκευή, 17 Σεπτεμβρίου, Ἱστορία. Σάββατον, 18 Σεπτεμβρίου, Μαθηματικά. Δευτέρα, 20 Σεπτεμβρίου, Ἔκθεσις. xyxy=(1184,1031,1521,1068)
doctors-list-left xyxy=(1176,1123,1348,1692)
ad-title: ΜΗ ΧΑΣΕΤΕ... xyxy=(87,1260,185,1276)
article-subhead: Ο ΑΓΩΝ ΚΑΣΤΟΡΙΑΣ—ΑΡΕΩΣ xyxy=(811,374,966,387)
ad-line: ΜΕ 1.000 ΔΡΧ. ΤΟΝ ΜΗΝΑ xyxy=(1376,1579,1511,1592)
ad-title: ΔΙΑΜΕΡΙΣΜΑΤΑ ΣΤΗΝ ΘΕΣΣΑΛΟΝΙΚΗ xyxy=(1382,1553,1505,1579)
doctor-listing: Δρ. ΧΡΗΣΤΟΣ Κ. ΓΙΑΝΝΟΥΛΑΣ, Νευρολόγος-Ψυχίατρος xyxy=(1358,1297,1529,1328)
